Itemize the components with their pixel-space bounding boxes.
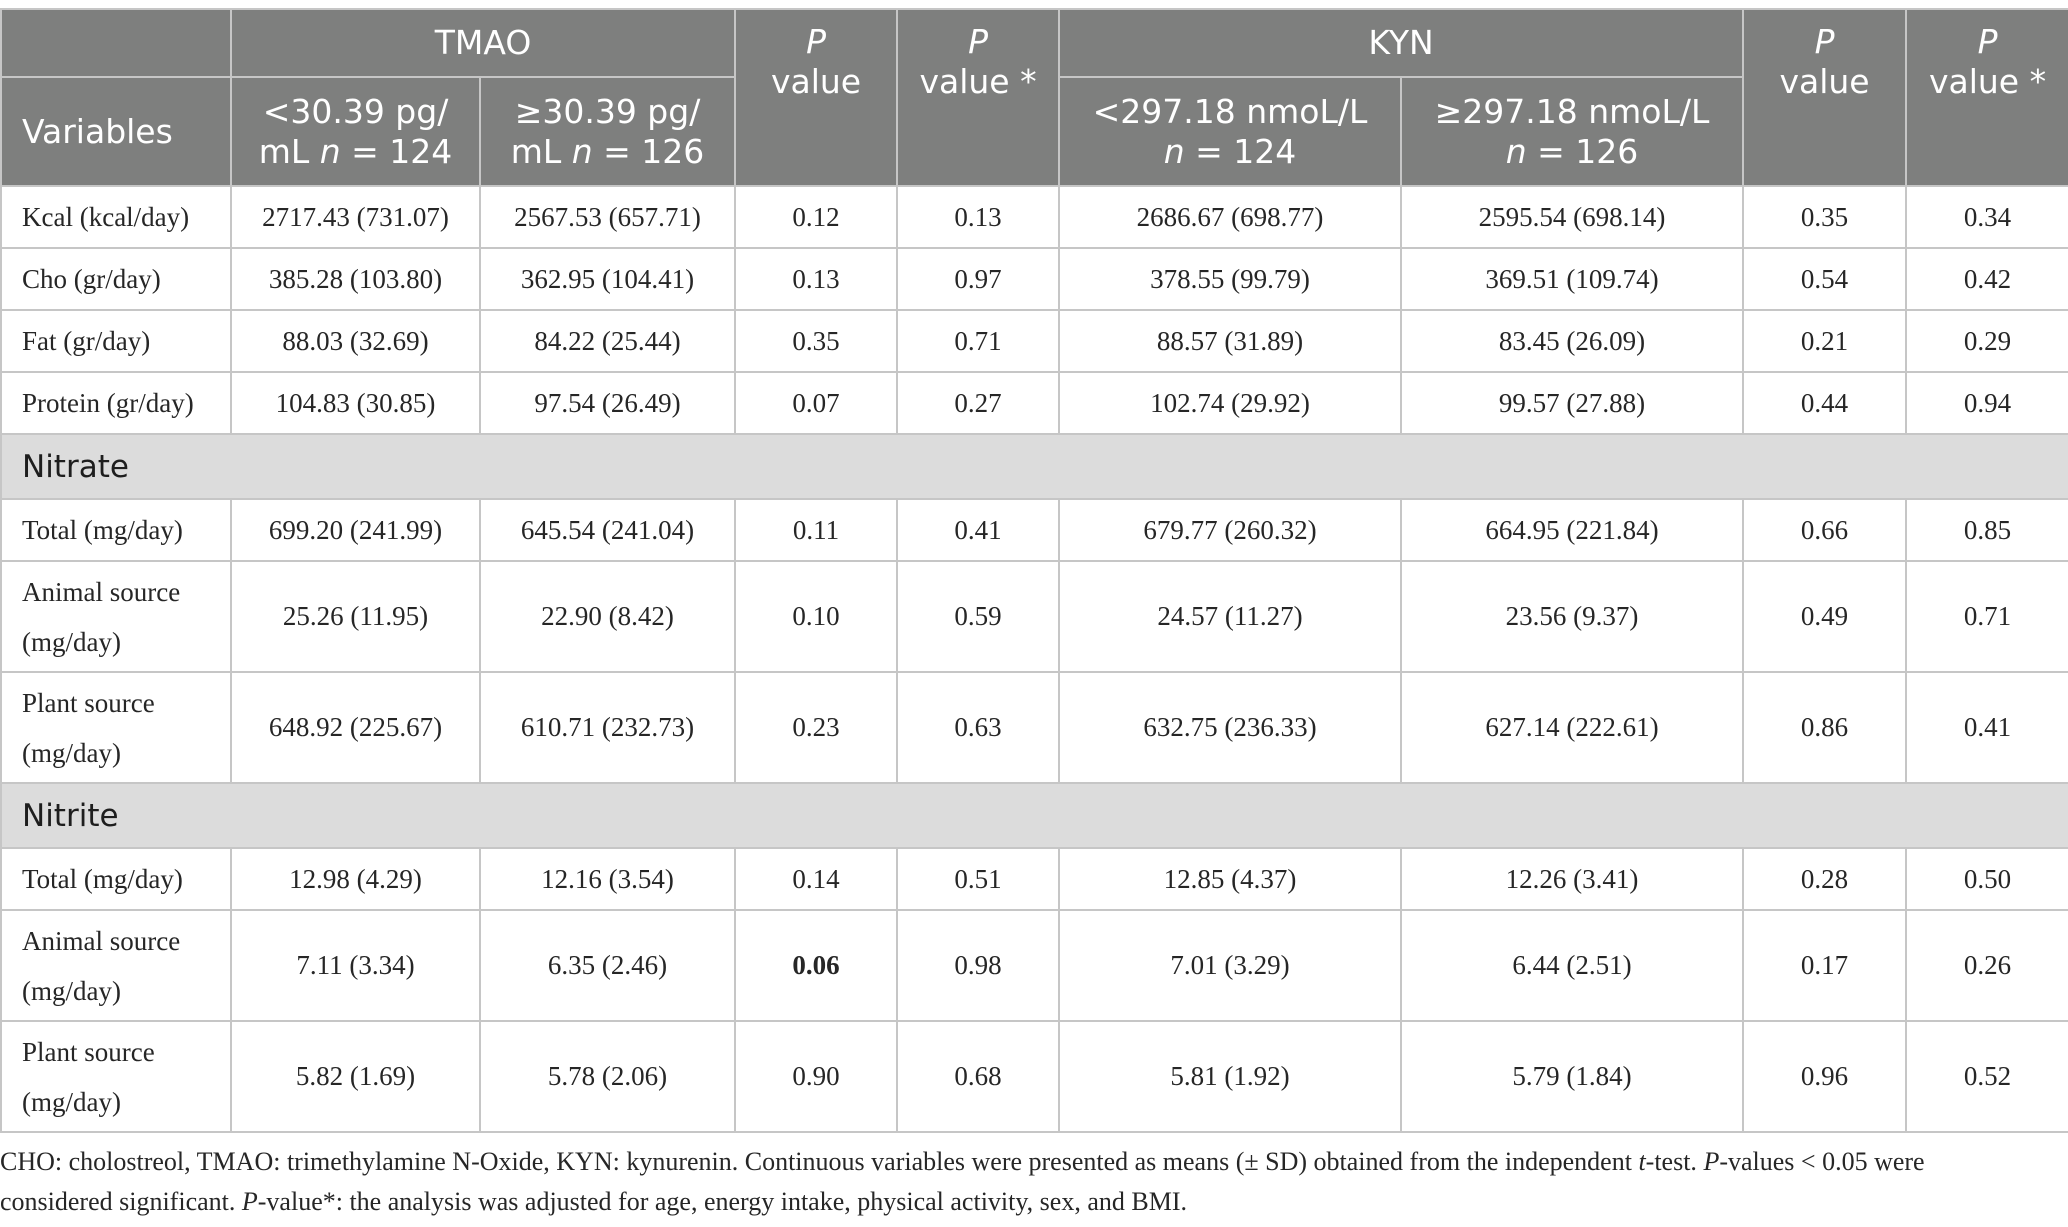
cell: 362.95 (104.41) xyxy=(480,248,735,310)
table-row xyxy=(1,248,2068,310)
cell: 0.26 xyxy=(1906,910,2068,1021)
table-row xyxy=(1,672,2068,783)
cell: 5.82 (1.69) xyxy=(231,1021,480,1132)
cell: 24.57 (11.27) xyxy=(1059,561,1401,672)
cell: 5.78 (2.06) xyxy=(480,1021,735,1132)
p-value-adjusted-header: P value * xyxy=(897,9,1059,186)
cell: 12.16 (3.54) xyxy=(480,848,735,910)
tmao-low-header: <30.39 pg/ mL n = 124 xyxy=(231,77,480,186)
cell: 7.01 (3.29) xyxy=(1059,910,1401,1021)
cell: 0.85 xyxy=(1906,499,2068,561)
cell: 369.51 (109.74) xyxy=(1401,248,1743,310)
cell: 102.74 (29.92) xyxy=(1059,372,1401,434)
table-row xyxy=(1,372,2068,434)
cell: 0.17 xyxy=(1743,910,1906,1021)
section-title: Nitrate xyxy=(1,434,2068,499)
cell: 0.97 xyxy=(897,248,1059,310)
cell: 0.34 xyxy=(1906,186,2068,248)
cell: 12.26 (3.41) xyxy=(1401,848,1743,910)
row-label: Animal source (mg/day) xyxy=(1,910,231,1021)
cell: 0.98 xyxy=(897,910,1059,1021)
cell: 0.71 xyxy=(897,310,1059,372)
cell: 378.55 (99.79) xyxy=(1059,248,1401,310)
header-row-1 xyxy=(1,9,2068,77)
cell: 25.26 (11.95) xyxy=(231,561,480,672)
row-label: Protein (gr/day) xyxy=(1,372,231,434)
tmao-high-header: ≥30.39 pg/ mL n = 126 xyxy=(480,77,735,186)
row-label: Plant source (mg/day) xyxy=(1,672,231,783)
p-value-header: P value xyxy=(735,9,897,186)
cell: 0.13 xyxy=(897,186,1059,248)
row-label: Animal source (mg/day) xyxy=(1,561,231,672)
cell: 0.86 xyxy=(1743,672,1906,783)
cell: 0.41 xyxy=(1906,672,2068,783)
tmao-group-header: TMAO xyxy=(231,9,735,77)
variables-header: Variables xyxy=(1,77,231,186)
row-label: Total (mg/day) xyxy=(1,848,231,910)
cell: 5.79 (1.84) xyxy=(1401,1021,1743,1132)
cell: 610.71 (232.73) xyxy=(480,672,735,783)
cell: 0.90 xyxy=(735,1021,897,1132)
cell: 0.14 xyxy=(735,848,897,910)
cell: 0.12 xyxy=(735,186,897,248)
row-label: Fat (gr/day) xyxy=(1,310,231,372)
cell: 84.22 (25.44) xyxy=(480,310,735,372)
cell: 0.10 xyxy=(735,561,897,672)
cell: 645.54 (241.04) xyxy=(480,499,735,561)
cell: 0.50 xyxy=(1906,848,2068,910)
cell: 0.29 xyxy=(1906,310,2068,372)
row-label: Kcal (kcal/day) xyxy=(1,186,231,248)
cell: 97.54 (26.49) xyxy=(480,372,735,434)
cell: 648.92 (225.67) xyxy=(231,672,480,783)
cell: 99.57 (27.88) xyxy=(1401,372,1743,434)
cell: 2717.43 (731.07) xyxy=(231,186,480,248)
cell: 679.77 (260.32) xyxy=(1059,499,1401,561)
cell: 664.95 (221.84) xyxy=(1401,499,1743,561)
section-title: Nitrite xyxy=(1,783,2068,848)
cell: 0.35 xyxy=(1743,186,1906,248)
cell: 0.27 xyxy=(897,372,1059,434)
cell: 83.45 (26.09) xyxy=(1401,310,1743,372)
cell: 0.66 xyxy=(1743,499,1906,561)
p-value-adjusted-header: P value * xyxy=(1906,9,2068,186)
cell: 0.68 xyxy=(897,1021,1059,1132)
cell: 6.35 (2.46) xyxy=(480,910,735,1021)
cell: 0.59 xyxy=(897,561,1059,672)
table-row xyxy=(1,186,2068,248)
cell: 5.81 (1.92) xyxy=(1059,1021,1401,1132)
cell: 627.14 (222.61) xyxy=(1401,672,1743,783)
cell: 0.94 xyxy=(1906,372,2068,434)
section-row-nitrite xyxy=(1,783,2068,848)
section-row-nitrate xyxy=(1,434,2068,499)
kyn-high-header: ≥297.18 nmoL/L n = 126 xyxy=(1401,77,1743,186)
table-row xyxy=(1,910,2068,1021)
cell: 0.49 xyxy=(1743,561,1906,672)
cell-highlighted: 0.06 xyxy=(735,910,897,1021)
cell: 0.41 xyxy=(897,499,1059,561)
cell: 0.51 xyxy=(897,848,1059,910)
cell: 0.28 xyxy=(1743,848,1906,910)
cell: 0.54 xyxy=(1743,248,1906,310)
table-row xyxy=(1,561,2068,672)
table-row xyxy=(1,499,2068,561)
cell: 0.21 xyxy=(1743,310,1906,372)
cell: 22.90 (8.42) xyxy=(480,561,735,672)
header-blank xyxy=(1,9,231,77)
cell: 0.96 xyxy=(1743,1021,1906,1132)
cell: 2567.53 (657.71) xyxy=(480,186,735,248)
cell: 0.13 xyxy=(735,248,897,310)
cell: 0.52 xyxy=(1906,1021,2068,1132)
cell: 0.07 xyxy=(735,372,897,434)
kyn-low-header: <297.18 nmoL/L n = 124 xyxy=(1059,77,1401,186)
cell: 0.11 xyxy=(735,499,897,561)
cell: 7.11 (3.34) xyxy=(231,910,480,1021)
kyn-group-header: KYN xyxy=(1059,9,1743,77)
p-value-header: P value xyxy=(1743,9,1906,186)
cell: 632.75 (236.33) xyxy=(1059,672,1401,783)
cell: 385.28 (103.80) xyxy=(231,248,480,310)
row-label: Plant source (mg/day) xyxy=(1,1021,231,1132)
cell: 0.35 xyxy=(735,310,897,372)
cell: 2686.67 (698.77) xyxy=(1059,186,1401,248)
table-footnote: CHO: cholostreol, TMAO: trimethylamine N-Oxide, KYN: kynurenin. Continuous variables were presented as means (± SD) obtained from the independent t-test. P-values < 0.05 were considered significant. P-value*: the analysis was adjusted for age, energy intake, physical activity, sex, and BMI. xyxy=(0,1147,1925,1216)
cell: 12.85 (4.37) xyxy=(1059,848,1401,910)
cell: 0.63 xyxy=(897,672,1059,783)
row-label: Cho (gr/day) xyxy=(1,248,231,310)
cell: 88.03 (32.69) xyxy=(231,310,480,372)
cell: 0.44 xyxy=(1743,372,1906,434)
table-row xyxy=(1,310,2068,372)
cell: 2595.54 (698.14) xyxy=(1401,186,1743,248)
cell: 23.56 (9.37) xyxy=(1401,561,1743,672)
table-row xyxy=(1,848,2068,910)
row-label: Total (mg/day) xyxy=(1,499,231,561)
table-row xyxy=(1,1021,2068,1132)
cell: 88.57 (31.89) xyxy=(1059,310,1401,372)
cell: 0.23 xyxy=(735,672,897,783)
cell: 104.83 (30.85) xyxy=(231,372,480,434)
cell: 699.20 (241.99) xyxy=(231,499,480,561)
cell: 6.44 (2.51) xyxy=(1401,910,1743,1021)
data-table xyxy=(0,8,2068,1133)
cell: 0.71 xyxy=(1906,561,2068,672)
cell: 12.98 (4.29) xyxy=(231,848,480,910)
cell: 0.42 xyxy=(1906,248,2068,310)
